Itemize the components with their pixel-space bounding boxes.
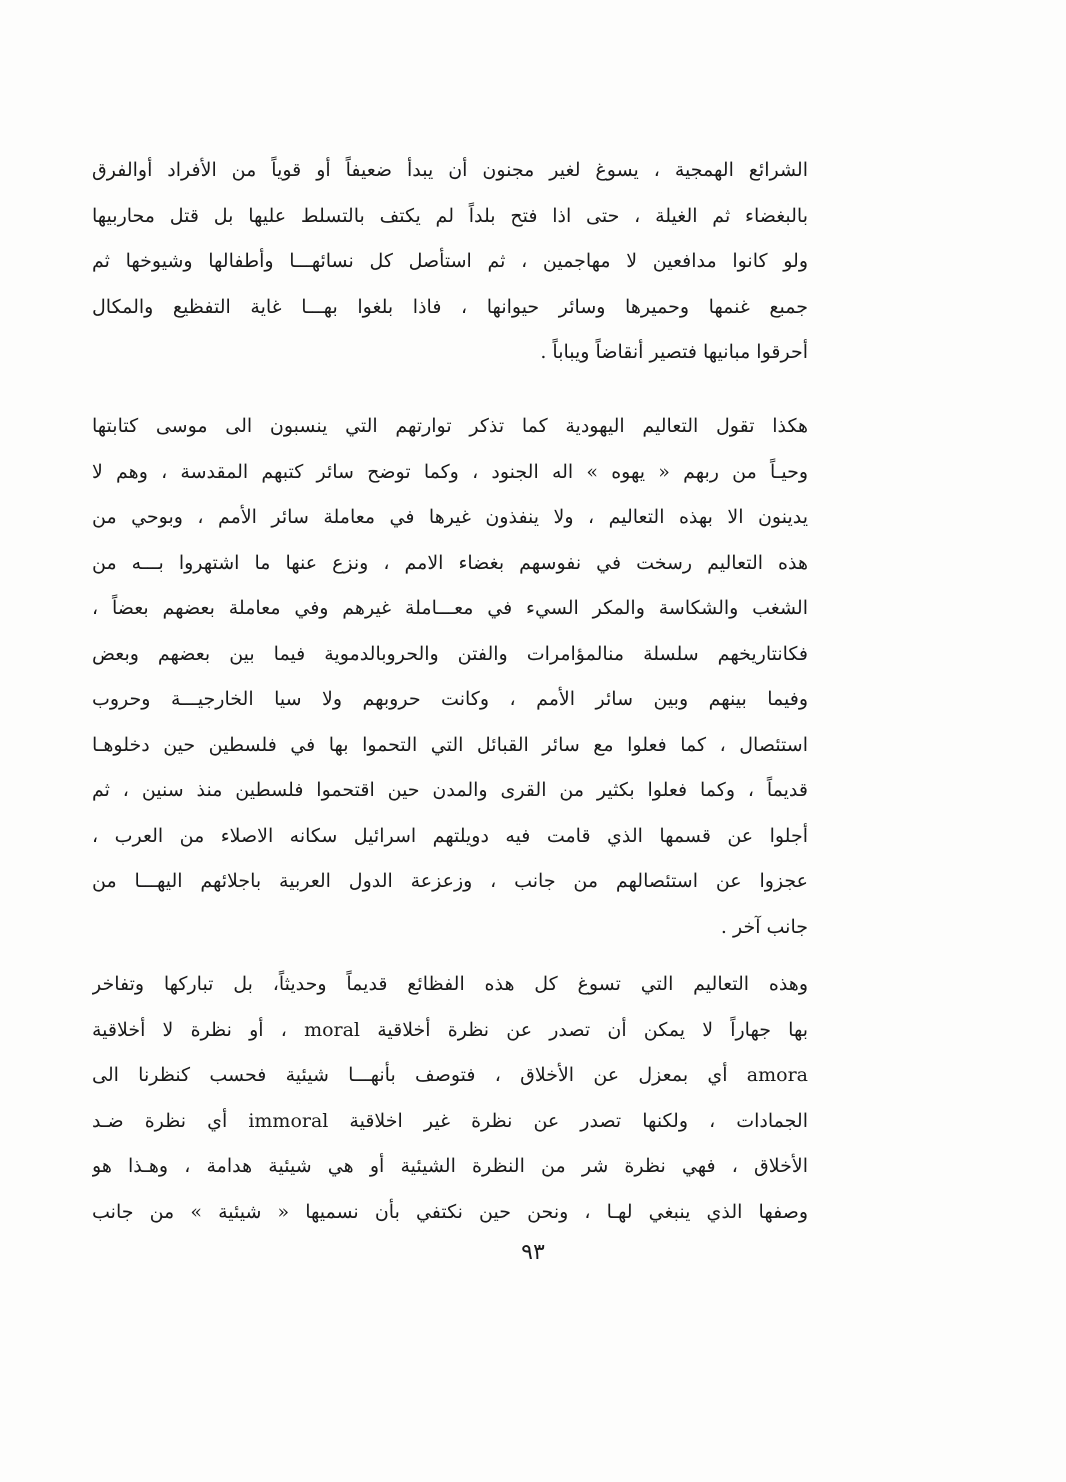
text-line: وحيـاً من ربهم « يهوه » اله الجنود ، وكما توضح سائر كتبهم المقدسة ، وهم لا xyxy=(92,460,808,483)
text-line: يدينون الا بهذه التعاليم ، ولا ينفذون غيرها في معاملة سائر الأمم ، وبوحي من xyxy=(92,506,808,528)
text-line: قديماً ، وكما فعلوا بكثير من القرى والمدن حين اقتحموا فلسطين منذ سنين ، ثم xyxy=(92,779,808,801)
text-line: وهذه التعاليم التي تسوغ كل هذه الفظائع قديماً وحديثاً، بل تباركها وتفاخر xyxy=(92,973,808,995)
text-line: استئصال ، كما فعلوا مع سائر القبائل التي التحموا بها في فلسطين حين دخلوهـا xyxy=(92,733,808,756)
text-line: الشرائع الهمجية ، يسوغ لغير مجنون أن يبدأ ضعيفاً أو قوياً من الأفراد أوالفرق xyxy=(92,159,808,181)
text-line: جمبع غنمها وحميرها وسائر حيوانها ، فاذا بلغوا بهـــا غاية التفظيع والمكال xyxy=(92,295,808,318)
text-line: amora أي بمعزل عن الأخلاق ، فتوصف بأنهـــا شيئية فحسب كنظرنا الى xyxy=(92,1064,808,1086)
text-line: وفيما بينهم وبين سائر الأمم ، وكانت حروبهم ولا سيا الخارجيـــة وحروب xyxy=(92,688,808,710)
text-line: ولو كانوا مدافعين لا مهاجمين ، ثم استأصل كل نسائهـــا وأطفالها وشيوخها ثم xyxy=(92,250,808,272)
text-line: فكانتاريخهم سلسلة منالمؤامرات والفتن والحروبالدموية فيما بين بعضهم وبعض xyxy=(92,642,808,665)
page-number: ٩٣ xyxy=(521,1240,545,1265)
paragraph-1 xyxy=(92,148,808,376)
text-line: أجلوا عن قسمها الذي قامت فيه دويلتهم اسرائيل سكانه الاصلاء من العرب ، xyxy=(92,824,808,847)
text-line: الشغب والشكاسة والمكر السيء في معـــاملة غيرهم وفي معاملة بعضهم بعضاً ، xyxy=(92,597,808,619)
text-line: أحرقوا مبانيها فتصير أنقاضاً ويباباً . xyxy=(540,341,808,363)
text-line: جانب آخر . xyxy=(720,915,808,938)
text-line: بها جهاراً لا يمكن أن تصدر عن نظرة أخلاقية moral ، أو نظرة لا أخلاقية xyxy=(92,1018,808,1041)
text-line: عجزوا عن استئصالهم من جانب ، وزعزعة الدول العربية باجلائهم اليهـــا من xyxy=(92,870,808,892)
text-line: هكذا تقول التعاليم اليهودية كما تذكر توارتهم التي ينسبون الى موسى كتابتها xyxy=(92,415,808,437)
text-line: الأخلاق ، فهي نظرة شر من النظرة الشيئية أو هي شيئية هدامة ، وهـذا هو xyxy=(92,1155,808,1177)
paragraph-3 xyxy=(92,962,808,1235)
text-line: هذه التعاليم رسخت في نفوسهم بغضاء الامم ، ونزع عنها ما اشتهروا بـــه من xyxy=(92,551,808,574)
text-line: وصفها الذي ينبغي لهـا ، ونحن حين نكتفي بأن نسميها « شيئية » من جانب xyxy=(92,1200,808,1223)
paragraph-2 xyxy=(92,404,808,950)
text-line: بالبغضاء ثم الغيلة ، حتى اذا فتح بلداً لم يكتف بالتسلط عليها بل قتل محاربيها xyxy=(92,204,808,227)
text-line: الجمادات ، ولكنها تصدر عن نظرة غير اخلاقية immoral أي نظرة ضـد xyxy=(92,1109,808,1132)
